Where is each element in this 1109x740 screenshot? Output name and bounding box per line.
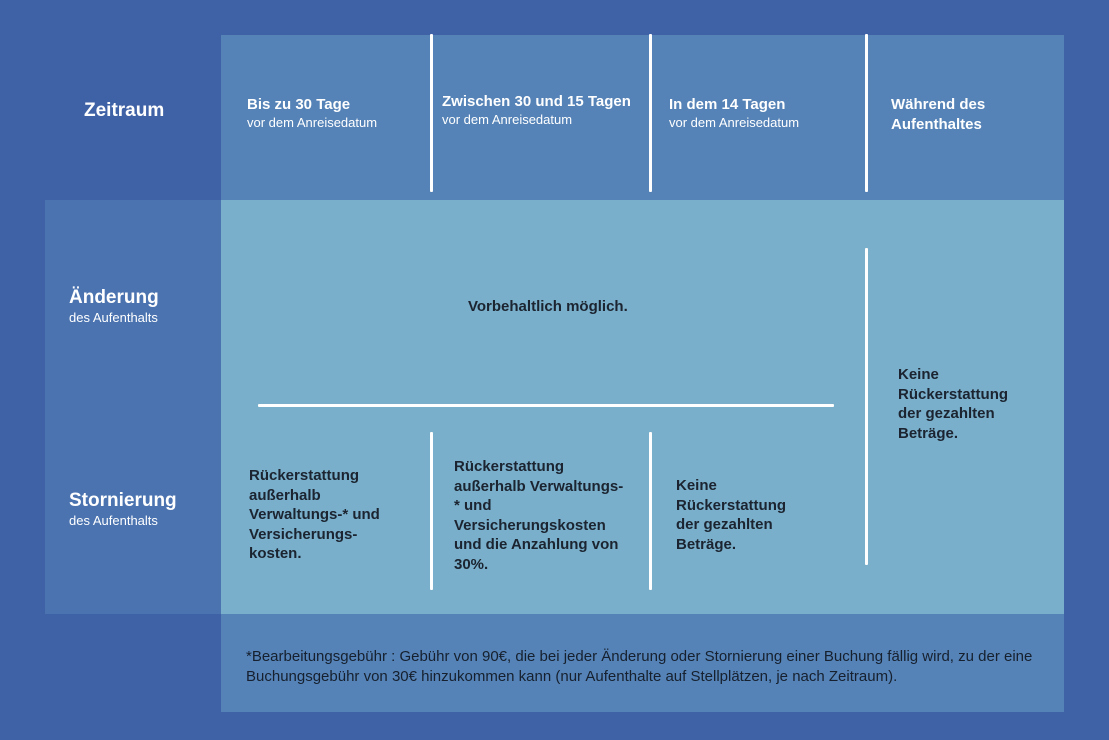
change-before-stay-cell: Vorbehaltlich möglich. xyxy=(468,298,628,315)
cancel-divider-2 xyxy=(649,432,652,590)
cancel-row-title: Stornierung xyxy=(69,490,177,511)
header-divider-3 xyxy=(865,34,868,192)
header-divider-1 xyxy=(430,34,433,192)
column-header-subtitle: vor dem Anreisedatum xyxy=(669,115,800,130)
column-header-subtitle: vor dem Anreisedatum xyxy=(247,115,378,130)
column-header-title: Bis zu 30 Tage xyxy=(247,96,351,113)
footnote-text: *Bearbeitungsgebühr : Gebühr von 90€, die bei jeder Änderung oder Stornierung einer Buchung fällig wird, zu der eine Buchungsgebühr von 30€ hinzukommen kann (nur Aufenthalte auf Stellplätzen, je nach Zeitraum). xyxy=(246,648,1033,685)
column-header-subtitle: vor dem Anreisedatum xyxy=(442,112,573,127)
during-stay-cell: Keine Rückerstattung der gezahlten Beträge. xyxy=(898,366,1009,442)
cancel-14-days-cell: Keine Rückerstattung der gezahlten Beträge. xyxy=(676,477,787,553)
column-header-title: In dem 14 Tagen xyxy=(669,96,786,113)
change-row-subtitle: des Aufenthalts xyxy=(69,310,158,325)
cancel-divider-1 xyxy=(430,432,433,590)
column-header-30-days xyxy=(247,95,422,131)
column-header-30-15-days xyxy=(442,92,647,128)
change-row-title: Änderung xyxy=(69,287,159,308)
column-header-14-days xyxy=(669,95,854,131)
row-labels-panel xyxy=(45,200,221,614)
header-divider-2 xyxy=(649,34,652,192)
period-label: Zeitraum xyxy=(84,100,165,121)
cancel-row-subtitle: des Aufenthalts xyxy=(69,513,158,528)
cancel-30-15-days-cell: Rückerstattung außerhalb Verwaltungs-* und Versicherungskosten und die Anzahlung von 30%. xyxy=(454,458,624,573)
body-divider-during-stay xyxy=(865,248,868,565)
column-header-title: Zwischen 30 und 15 Tagen xyxy=(442,93,631,110)
column-header-title: Während des Aufenthaltes xyxy=(891,96,986,133)
cancel-row-label xyxy=(69,490,177,528)
change-row-label xyxy=(69,287,159,325)
row-divider xyxy=(258,404,834,407)
cancel-30-days-cell: Rückerstattung außerhalb Verwaltungs-* und Versicherungs-kosten. xyxy=(249,467,380,563)
column-header-during-stay xyxy=(891,95,1021,135)
